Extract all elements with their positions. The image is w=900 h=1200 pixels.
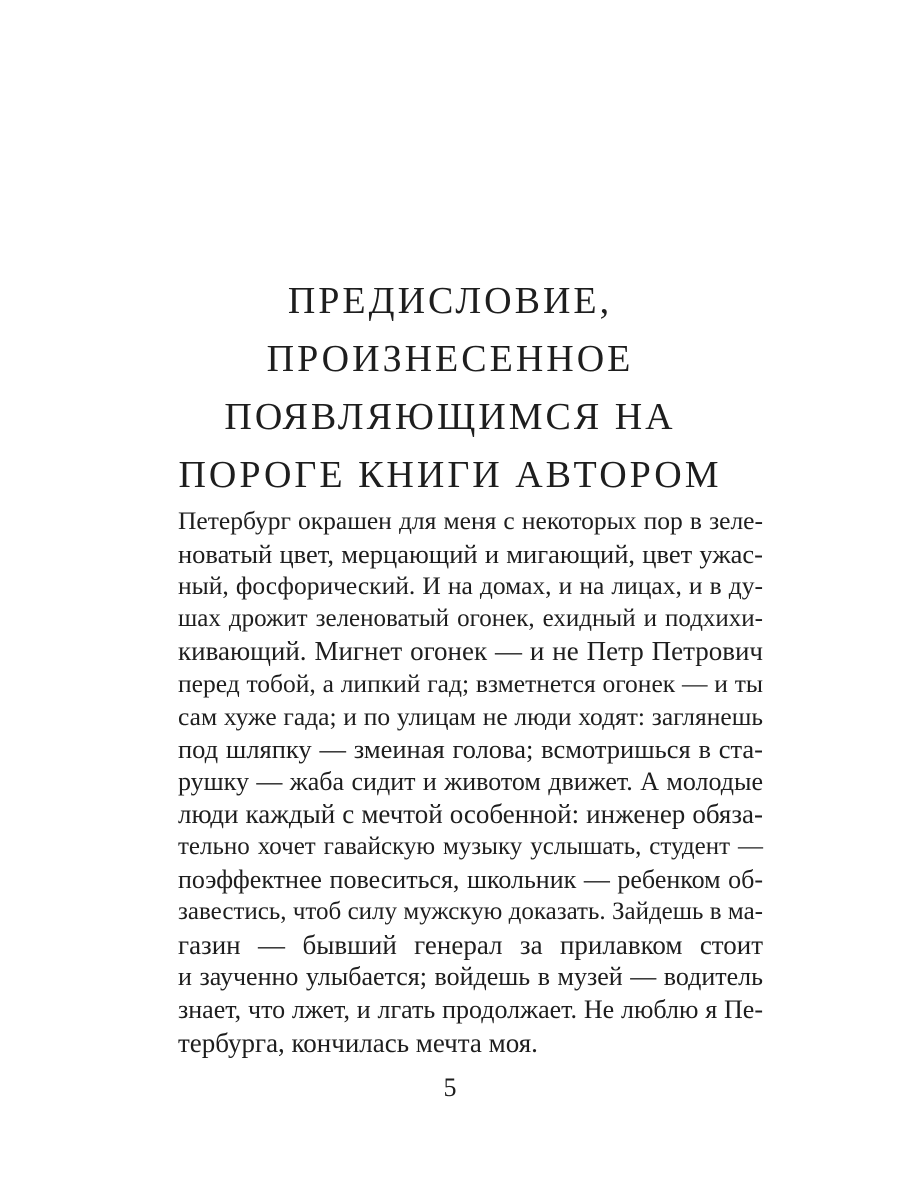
page-number: 5 (443, 1073, 457, 1102)
text-line: тельно хочет гавайскую музыку услышать, студент — (178, 832, 763, 860)
text-line: новатый цвет, мерцающий и мигающий, цвет ужас- (178, 538, 763, 569)
text-line: люди каждый с мечтой особенной: инженер обяза- (178, 799, 763, 830)
body-paragraph (178, 505, 763, 1059)
text-line: знает, что лжет, и лгать продолжает. Не люблю я Пе- (178, 994, 763, 1024)
text-line: шах дрожит зеленоватый огонек, ехидный и подхихи- (178, 604, 763, 632)
text-line: кивающий. Мигнет огонек — и не Петр Петрович (178, 636, 763, 667)
text-line: и заученно улыбается; войдешь в музей — водитель (178, 962, 763, 992)
text-line: поэффектнее повеситься, школьник — ребенком об- (178, 864, 763, 894)
text-line: под шляпку — змеиная голова; всмотришься в ста- (178, 734, 763, 765)
text-line: тербурга, кончилась мечта моя. (178, 1027, 538, 1058)
text-line: сам хуже гада; и по улицам не люди ходят: заглянешь (178, 701, 763, 731)
text-line: Петербург окрашен для меня с некоторых пор в зеле- (178, 506, 763, 535)
chapter-title-line: ПРОИЗНЕСЕННОЕ (266, 338, 634, 380)
text-line: рушку — жаба сидит и животом движет. А молодые (178, 766, 763, 796)
chapter-title-line: ПОЯВЛЯЮЩИМСЯ НА (224, 396, 676, 438)
chapter-title-line: ПРЕДИСЛОВИЕ, (287, 280, 613, 322)
chapter-title (100, 272, 800, 504)
chapter-title-line: ПОРОГЕ КНИГИ АВТОРОМ (178, 454, 722, 496)
text-line: перед тобой, а липкий гад; взметнется огонек — и ты (178, 668, 763, 698)
text-line: завестись, чтоб силу мужскую доказать. Зайдешь в ма- (178, 898, 763, 926)
text-line: газин — бывший генерал за прилавком стоит (178, 929, 763, 960)
text-line: ный, фосфорический. И на домах, и на лицах, и в ду- (178, 571, 763, 601)
